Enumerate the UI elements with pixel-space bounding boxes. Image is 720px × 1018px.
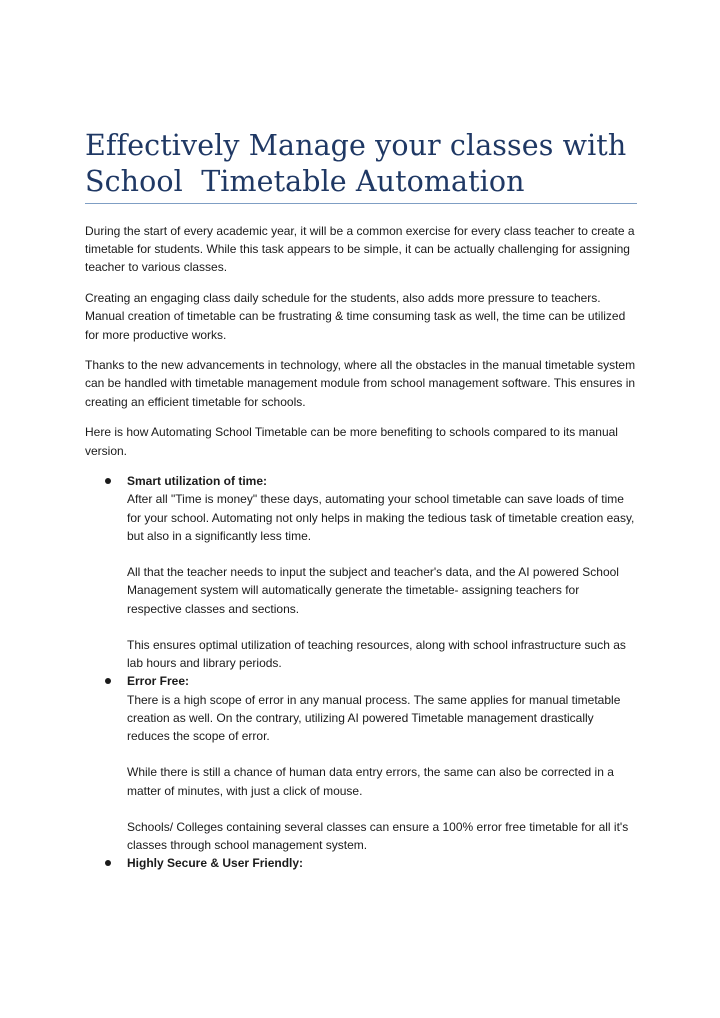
bullet-paragraph: This ensures optimal utilization of teaching resources, along with school infrastructure such as lab hours and library periods. [127,638,626,671]
benefits-list [85,472,637,872]
bullet-heading: Highly Secure & User Friendly: [127,856,304,871]
page-title [85,128,637,200]
list-item-error-free [85,672,637,854]
title-line-2: School Timetable Automation [85,165,525,198]
bullet-dot-icon [105,478,111,484]
technology-paragraph: Thanks to the new advancements in technology, where all the obstacles in the manual timetable system can be handled with timetable management module from school management software. This ensures in creating an efficient timetable for schools. [85,358,636,409]
bullet-heading: Smart utilization of time: [127,474,268,489]
bullet-paragraph: While there is still a chance of human data entry errors, the same can also be corrected in a matter of minutes, with just a click of mouse. [127,765,614,798]
bullet-paragraph: Schools/ Colleges containing several classes can ensure a 100% error free timetable for all it's classes through school management system. [127,820,629,853]
bullet-heading: Error Free: [127,674,190,689]
bullet-paragraph: There is a high scope of error in any manual process. The same applies for manual timetable creation as well. On the contrary, utilizing AI powered Timetable management drastically reduces the scope of error. [127,692,621,744]
list-item-secure-user-friendly [85,854,637,872]
benefits-intro-paragraph: Here is how Automating School Timetable can be more benefiting to schools compared to its manual version. [85,425,618,458]
document-body [85,222,637,873]
bullet-paragraph: All that the teacher needs to input the subject and teacher's data, and the AI powered School Management system will automatically generate the timetable- assigning teachers for respective classes and sections. [127,565,619,616]
title-line-1: Effectively Manage your classes with [85,129,627,162]
intro-paragraph: During the start of every academic year, it will be a common exercise for every class teacher to create a timetable for students. While this task appears to be simple, it can be actually challenging for assigning teacher to various classes. [85,224,635,275]
schedule-paragraph: Creating an engaging class daily schedule for the students, also adds more pressure to teachers. Manual creation of timetable can be frustrating & time consuming task as well, the time can be utilized for more productive works. [85,291,626,342]
list-item-smart-utilization [85,472,637,672]
title-block [85,128,637,200]
title-underline-rule [85,203,637,204]
bullet-paragraph: After all "Time is money" these days, automating your school timetable can save loads of time for your school. Automating not only helps in making the tedious task of timetable creation easy, but also in a significantly less time. [127,492,635,543]
bullet-dot-icon [105,860,111,866]
bullet-dot-icon [105,678,111,684]
